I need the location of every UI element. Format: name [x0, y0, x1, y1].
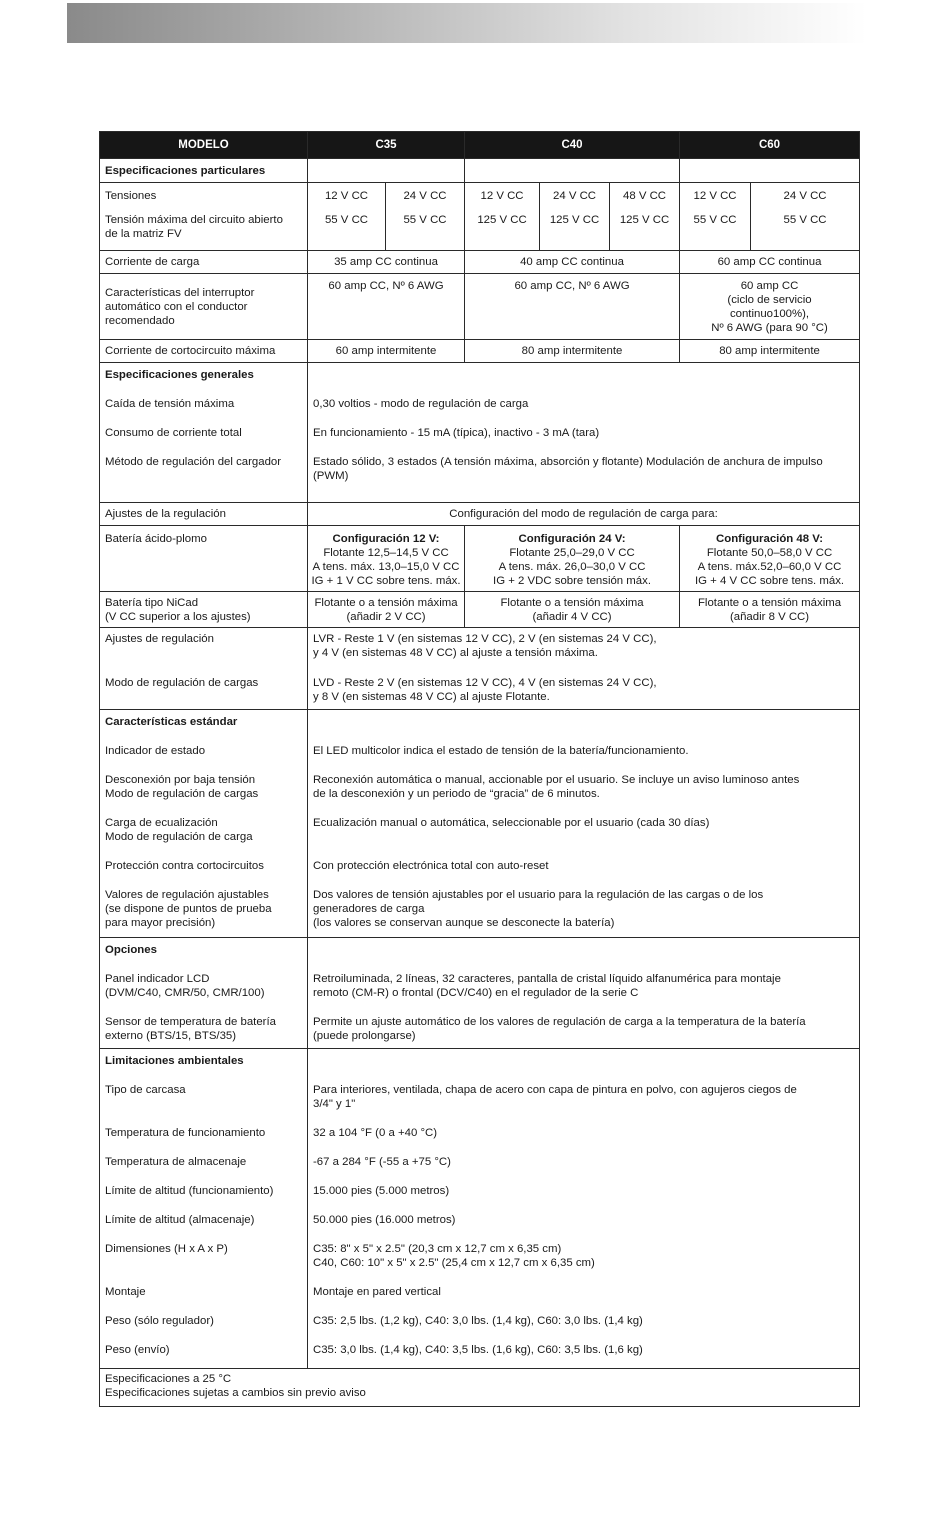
standard-labels [100, 710, 308, 938]
general-value: 0,30 voltios - modo de regulación de carga [313, 398, 529, 410]
config-title: Configuración 48 V: [716, 533, 823, 545]
nicad-line: (añadir 2 V CC) [346, 611, 426, 623]
config-title: Configuración 24 V: [518, 533, 626, 545]
section-title-particular: Especificaciones particulares [100, 159, 308, 183]
environment-value: C35: 2,5 lbs. (1,2 kg), C40: 3,0 lbs. (1,4 kg), C60: 3,0 lbs. (1,4 kg) [313, 1315, 643, 1327]
environment-value: Montaje en pared vertical [313, 1286, 441, 1298]
config-line: Flotante 50,0–58,0 V CC [706, 547, 833, 559]
cell-open-circuit: 55 V CC [680, 213, 751, 251]
label-regulation: Ajustes de la regulación [100, 503, 308, 526]
label-lead-acid: Batería ácido-plomo [100, 526, 308, 592]
environment-value: 3/4" y 1" [313, 1098, 356, 1110]
cell-short-circuit: 80 amp intermitente [465, 340, 680, 363]
standard-label: Protección contra cortocircuitos [105, 860, 264, 872]
label-short-circuit: Corriente de cortocircuito máxima [100, 340, 308, 363]
standard-label: Modo de regulación de cargas [105, 788, 259, 800]
options-value: Permite un ajuste automático de los valores de regulación de carga a la temperatura de la batería [313, 1016, 806, 1028]
config-12v [308, 526, 465, 592]
regulation-header: Configuración del modo de regulación de carga para: [308, 503, 860, 526]
environment-label: Dimensiones (H x A x P) [105, 1243, 228, 1255]
cell-tension: 24 V CC [540, 183, 610, 213]
cell-tension: 12 V CC [680, 183, 751, 213]
options-values [308, 938, 860, 1049]
environment-value: 50.000 pies (16.000 metros) [313, 1214, 456, 1226]
label-load-mode: Modo de regulación de cargas [105, 677, 259, 689]
section-title-environment: Limitaciones ambientales [105, 1055, 244, 1067]
config-24v [465, 526, 680, 592]
environment-values [308, 1049, 860, 1369]
label-line: Características del interruptor [105, 287, 255, 299]
standard-value: de la desconexión y un periodo de “gracia” de 6 minutos. [313, 788, 600, 800]
environment-labels [100, 1049, 308, 1369]
standard-values [308, 710, 860, 938]
options-value: (puede prolongarse) [313, 1030, 416, 1042]
label-nicad [100, 592, 308, 628]
environment-label: Peso (sólo regulador) [105, 1315, 214, 1327]
footer-notes [100, 1369, 860, 1407]
section-row-environment [100, 1049, 860, 1369]
footer-note: Especificaciones a 25 °C [105, 1373, 232, 1385]
header-gradient-bar [67, 3, 867, 43]
cell-breaker-c40: 60 amp CC, Nº 6 AWG [465, 274, 680, 340]
nicad-line: Flotante o a tensión máxima [500, 597, 644, 609]
options-label: Panel indicador LCD [105, 973, 210, 985]
standard-value: Con protección electrónica total con auto-reset [313, 860, 549, 872]
general-values [308, 363, 860, 503]
config-line: IG + 4 V CC sobre tens. máx. [694, 575, 845, 587]
config-line: Flotante 12,5–14,5 V CC [323, 547, 449, 559]
environment-label: Tipo de carcasa [105, 1084, 186, 1096]
general-label: Método de regulación del cargador [105, 456, 282, 468]
standard-label: (se dispone de puntos de prueba [105, 903, 272, 915]
header-c40: C40 [465, 132, 680, 159]
config-title: Configuración 12 V: [332, 533, 440, 545]
header-c60: C60 [680, 132, 860, 159]
section-row-standard [100, 710, 860, 938]
section-title-general: Especificaciones generales [105, 369, 254, 381]
environment-value: C40, C60: 10" x 5" x 2.5" (25,4 cm x 12,7 cm x 6,35 cm) [313, 1257, 595, 1269]
cell-charge-current: 40 amp CC continua [465, 251, 680, 274]
environment-value: C35: 3,0 lbs. (1,4 kg), C40: 3,5 lbs. (1,6 kg), C60: 3,5 lbs. (1,6 kg) [313, 1344, 643, 1356]
config-line: IG + 2 VDC sobre tensión máx. [493, 575, 651, 587]
config-line: A tens. máx. 13,0–15,0 V CC [312, 561, 460, 573]
cell-breaker-c35: 60 amp CC, Nº 6 AWG [308, 274, 465, 340]
options-labels [100, 938, 308, 1049]
cell-tension: 12 V CC [465, 183, 540, 213]
config-line: A tens. máx.52,0–60,0 V CC [697, 561, 842, 573]
cell-open-circuit: 125 V CC [540, 213, 610, 251]
standard-value: Dos valores de tensión ajustables por el usuario para la regulación de las cargas o de los [313, 889, 764, 901]
standard-label: Modo de regulación de carga [105, 831, 253, 843]
options-value: Retroiluminada, 2 líneas, 32 caracteres, pantalla de cristal líquido alfanumérica para montaje [313, 973, 781, 985]
header-c35: C35 [308, 132, 465, 159]
config-48v [680, 526, 860, 592]
standard-value: (los valores se conservan aunque se desconecte la batería) [313, 917, 615, 929]
row-lead-acid [100, 526, 860, 592]
row-charge-current [100, 251, 860, 274]
nicad-48v [680, 592, 860, 628]
environment-label: Límite de altitud (funcionamiento) [105, 1185, 274, 1197]
table-header-row [100, 132, 860, 159]
cell-tension: 24 V CC [751, 183, 860, 213]
row-footer [100, 1369, 860, 1407]
settings-labels [100, 628, 308, 710]
nicad-12v [308, 592, 465, 628]
label-line: (V CC superior a los ajustes) [105, 611, 251, 623]
cell-open-circuit: 55 V CC [386, 213, 465, 251]
cell-breaker-c60 [680, 274, 860, 340]
nicad-line: (añadir 4 V CC) [532, 611, 612, 623]
breaker-line: (ciclo de servicio [727, 294, 812, 306]
section-title-options: Opciones [105, 944, 157, 956]
row-nicad [100, 592, 860, 628]
row-open-circuit [100, 213, 860, 251]
label-open-circuit [100, 213, 308, 251]
breaker-line: Nº 6 AWG (para 90 °C) [711, 322, 828, 334]
standard-label: Carga de ecualización [105, 817, 218, 829]
environment-label: Montaje [105, 1286, 146, 1298]
general-labels [100, 363, 308, 503]
options-value: remoto (CM-R) o frontal (DCV/C40) en el regulador de la serie C [313, 987, 639, 999]
standard-label: Valores de regulación ajustables [105, 889, 269, 901]
environment-label: Peso (envío) [105, 1344, 170, 1356]
cell-open-circuit: 55 V CC [308, 213, 386, 251]
environment-value: C35: 8" x 5" x 2.5" (20,3 cm x 12,7 cm x 6,35 cm) [313, 1243, 562, 1255]
options-label: (DVM/C40, CMR/50, CMR/100) [105, 987, 265, 999]
standard-label: Desconexión por baja tensión [105, 774, 256, 786]
general-label: Caída de tensión máxima [105, 398, 235, 410]
standard-value: Reconexión automática o manual, accionable por el usuario. Se incluye un aviso luminoso antes [313, 774, 800, 786]
nicad-line: (añadir 8 V CC) [729, 611, 810, 623]
row-breaker [100, 274, 860, 340]
general-value: En funcionamiento - 15 mA (típica), inactivo - 3 mA (tara) [313, 427, 600, 439]
environment-value: 32 a 104 °F (0 a +40 °C) [313, 1127, 438, 1139]
general-value: Estado sólido, 3 estados (A tensión máxima, absorción y flotante) Modulación de anchura de impulso (PWM) [313, 456, 823, 482]
environment-label: Temperatura de almacenaje [105, 1156, 247, 1168]
environment-value: Para interiores, ventilada, chapa de acero con capa de pintura en polvo, con agujeros ciegos de [313, 1084, 797, 1096]
environment-label: Límite de altitud (almacenaje) [105, 1214, 255, 1226]
section-row-options [100, 938, 860, 1049]
cell-charge-current: 60 amp CC continua [680, 251, 860, 274]
cell-open-circuit: 125 V CC [610, 213, 680, 251]
nicad-24v [465, 592, 680, 628]
row-regulation-header [100, 503, 860, 526]
options-label: Sensor de temperatura de batería [105, 1016, 276, 1028]
settings-line: y 4 V (en sistemas 48 V CC) al ajuste a tensión máxima. [313, 647, 598, 659]
label-charge-current: Corriente de carga [100, 251, 308, 274]
section-row-particular [100, 159, 860, 183]
nicad-line: Flotante o a tensión máxima [697, 597, 842, 609]
standard-value: El LED multicolor indica el estado de tensión de la batería/funcionamiento. [313, 745, 689, 757]
config-line: A tens. máx. 26,0–30,0 V CC [498, 561, 646, 573]
load-mode-line: LVD - Reste 2 V (en sistemas 12 V CC), 4 V (en sistemas 24 V CC), [313, 677, 657, 689]
standard-label: para mayor precisión) [105, 917, 216, 929]
cell-tension: 24 V CC [386, 183, 465, 213]
cell-open-circuit: 55 V CC [751, 213, 860, 251]
row-short-circuit [100, 340, 860, 363]
row-tensiones [100, 183, 860, 213]
cell-short-circuit: 80 amp intermitente [680, 340, 860, 363]
section-row-general [100, 363, 860, 503]
breaker-line: continuo100%), [729, 308, 810, 320]
header-model: MODELO [100, 132, 308, 159]
settings-values [308, 628, 860, 710]
environment-value: -67 a 284 °F (-55 a +75 °C) [313, 1156, 451, 1168]
cell-charge-current: 35 amp CC continua [308, 251, 465, 274]
standard-label: Indicador de estado [105, 745, 206, 757]
label-line: Tensión máxima del circuito abierto [105, 213, 283, 226]
cell-open-circuit: 125 V CC [465, 213, 540, 251]
row-regulation-settings [100, 628, 860, 710]
label-line: de la matriz FV [105, 227, 182, 240]
config-line: Flotante 25,0–29,0 V CC [509, 547, 635, 559]
environment-label: Temperatura de funcionamiento [105, 1127, 266, 1139]
label-settings: Ajustes de regulación [105, 633, 214, 645]
label-line: recomendado [105, 315, 175, 327]
specifications-table [99, 131, 860, 1407]
load-mode-line: y 8 V (en sistemas 48 V CC) al ajuste Flotante. [313, 691, 550, 703]
section-title-standard: Características estándar [105, 716, 238, 728]
label-line: Batería tipo NiCad [105, 597, 199, 609]
footer-note: Especificaciones sujetas a cambios sin previo aviso [105, 1387, 366, 1399]
general-label: Consumo de corriente total [105, 427, 242, 439]
label-line: automático con el conductor [105, 301, 248, 313]
cell-short-circuit: 60 amp intermitente [308, 340, 465, 363]
cell-tension: 48 V CC [610, 183, 680, 213]
label-breaker [100, 274, 308, 340]
breaker-line: 60 amp CC [740, 280, 799, 292]
standard-value: generadores de carga [313, 903, 425, 915]
config-line: IG + 1 V CC sobre tens. máx. [311, 575, 461, 587]
cell-tension: 12 V CC [308, 183, 386, 213]
label-tensiones: Tensiones [100, 183, 308, 213]
settings-line: LVR - Reste 1 V (en sistemas 12 V CC), 2 V (en sistemas 24 V CC), [313, 633, 657, 645]
options-label: externo (BTS/15, BTS/35) [105, 1030, 237, 1042]
nicad-line: Flotante o a tensión máxima [314, 597, 458, 609]
standard-value: Ecualización manual o automática, seleccionable por el usuario (cada 30 días) [313, 817, 710, 829]
environment-value: 15.000 pies (5.000 metros) [313, 1185, 450, 1197]
